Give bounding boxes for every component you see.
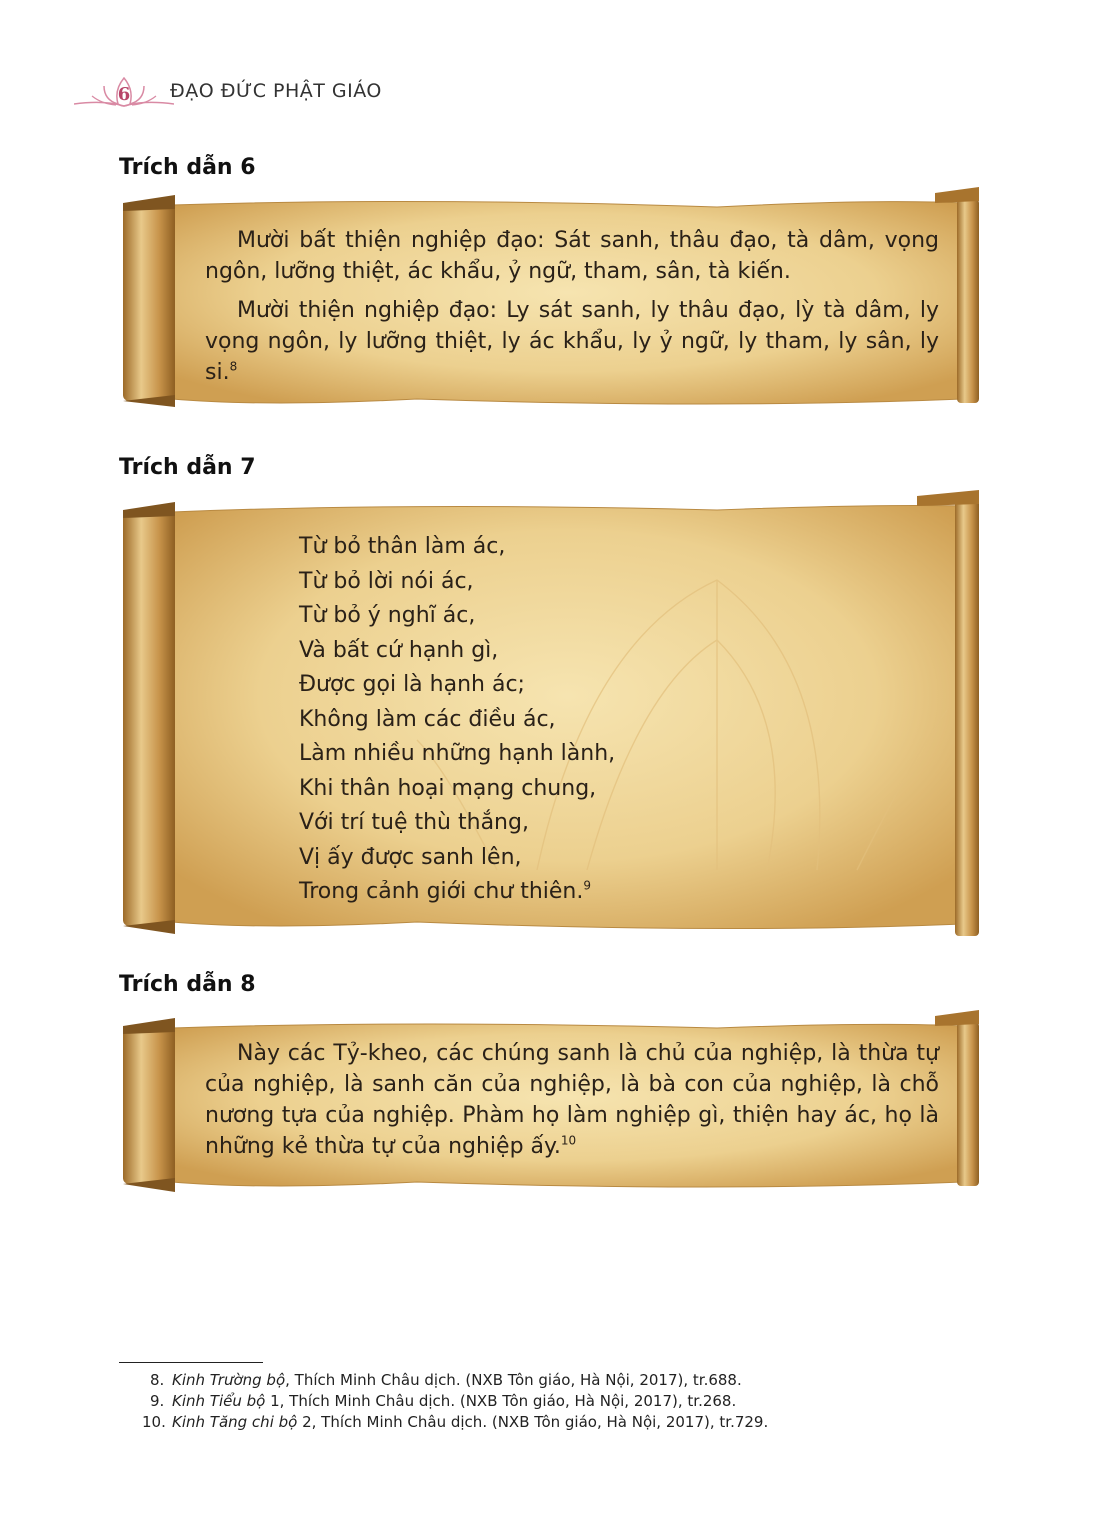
poem-line: Từ bỏ lời nói ác, [299,568,474,594]
quote-6-text: Mười bất thiện nghiệp đạo: Sát sanh, thâu đạo, tà dâm, vọng ngôn, lưỡng thiệt, ác khẩu, ỷ ngữ, tham, sân, tà kiến. Mười thiện nghiệp đạo: Ly sát sanh, ly thâu đạo, lỳ tà dâm, ly vọng ngôn, ly lưỡng thiệt, ly ác khẩu, ly ỷ ngữ, ly tham, ly sân, ly si.$^8$ [205,228,939,385]
running-title: ĐẠO ĐỨC PHẬT GIÁO [170,80,382,102]
quote-8-heading: Trích dẫn 8 [119,972,256,997]
page-header [74,70,494,114]
quote-7-poem [299,530,615,910]
quote-6-heading: Trích dẫn 6 [119,155,256,180]
footnote-10: 10. Kinh Tăng chi bộ 2, Thích Minh Châu dịch. (NXB Tôn giáo, Hà Nội, 2017), tr.729. [142,1413,769,1431]
poem-line: Từ bỏ ý nghĩ ác, [299,603,476,628]
footnote-9: 9. Kinh Tiểu bộ 1, Thích Minh Châu dịch. (NXB Tôn giáo, Hà Nội, 2017), tr.268. [150,1392,737,1410]
poem-line: Vị ấy được sanh lên, [299,844,522,870]
quote-8-text: Này các Tỷ-kheo, các chúng sanh là chủ của nghiệp, là thừa tự của nghiệp, là sanh căn của nghiệp, là bà con của nghiệp, là chỗ nương tựa của nghiệp. Phàm họ làm nghiệp gì, thiện hay ác, họ là những kẻ thừa tự của nghiệp ấy.$^{10}$ [205,1041,939,1159]
poem-line: Được gọi là hạnh ác; [299,672,525,697]
footnotes [142,1370,769,1433]
poem-line: Làm nhiều những hạnh lành, [299,741,616,766]
poem-line: Và bất cứ hạnh gì, [299,637,499,663]
poem-line: Khi thân hoại mạng chung, [299,775,597,801]
footnote-ref-8[interactable]: 8 [229,359,238,374]
poem-line: Với trí tuệ thù thắng, [299,810,529,835]
footnote-ref-9[interactable]: 9 [583,878,591,893]
poem-line: Không làm các điều ác, [299,706,556,732]
poem-line-last: Trong cảnh giới chư thiên.$^9$ [299,878,591,904]
quote-7-heading: Trích dẫn 7 [119,455,256,480]
quote-6-scroll [117,185,985,415]
footnote-ref-10[interactable]: 10 [560,1133,577,1148]
footnote-8: 8. Kinh Trường bộ, Thích Minh Châu dịch. (NXB Tôn giáo, Hà Nội, 2017), tr.688. [150,1371,742,1389]
quote-8-scroll [117,1010,985,1198]
quote-7-scroll [117,490,985,940]
poem-line: Từ bỏ thân làm ác, [299,534,506,559]
footnote-divider [119,1362,263,1363]
page-number: 6 [117,84,131,105]
